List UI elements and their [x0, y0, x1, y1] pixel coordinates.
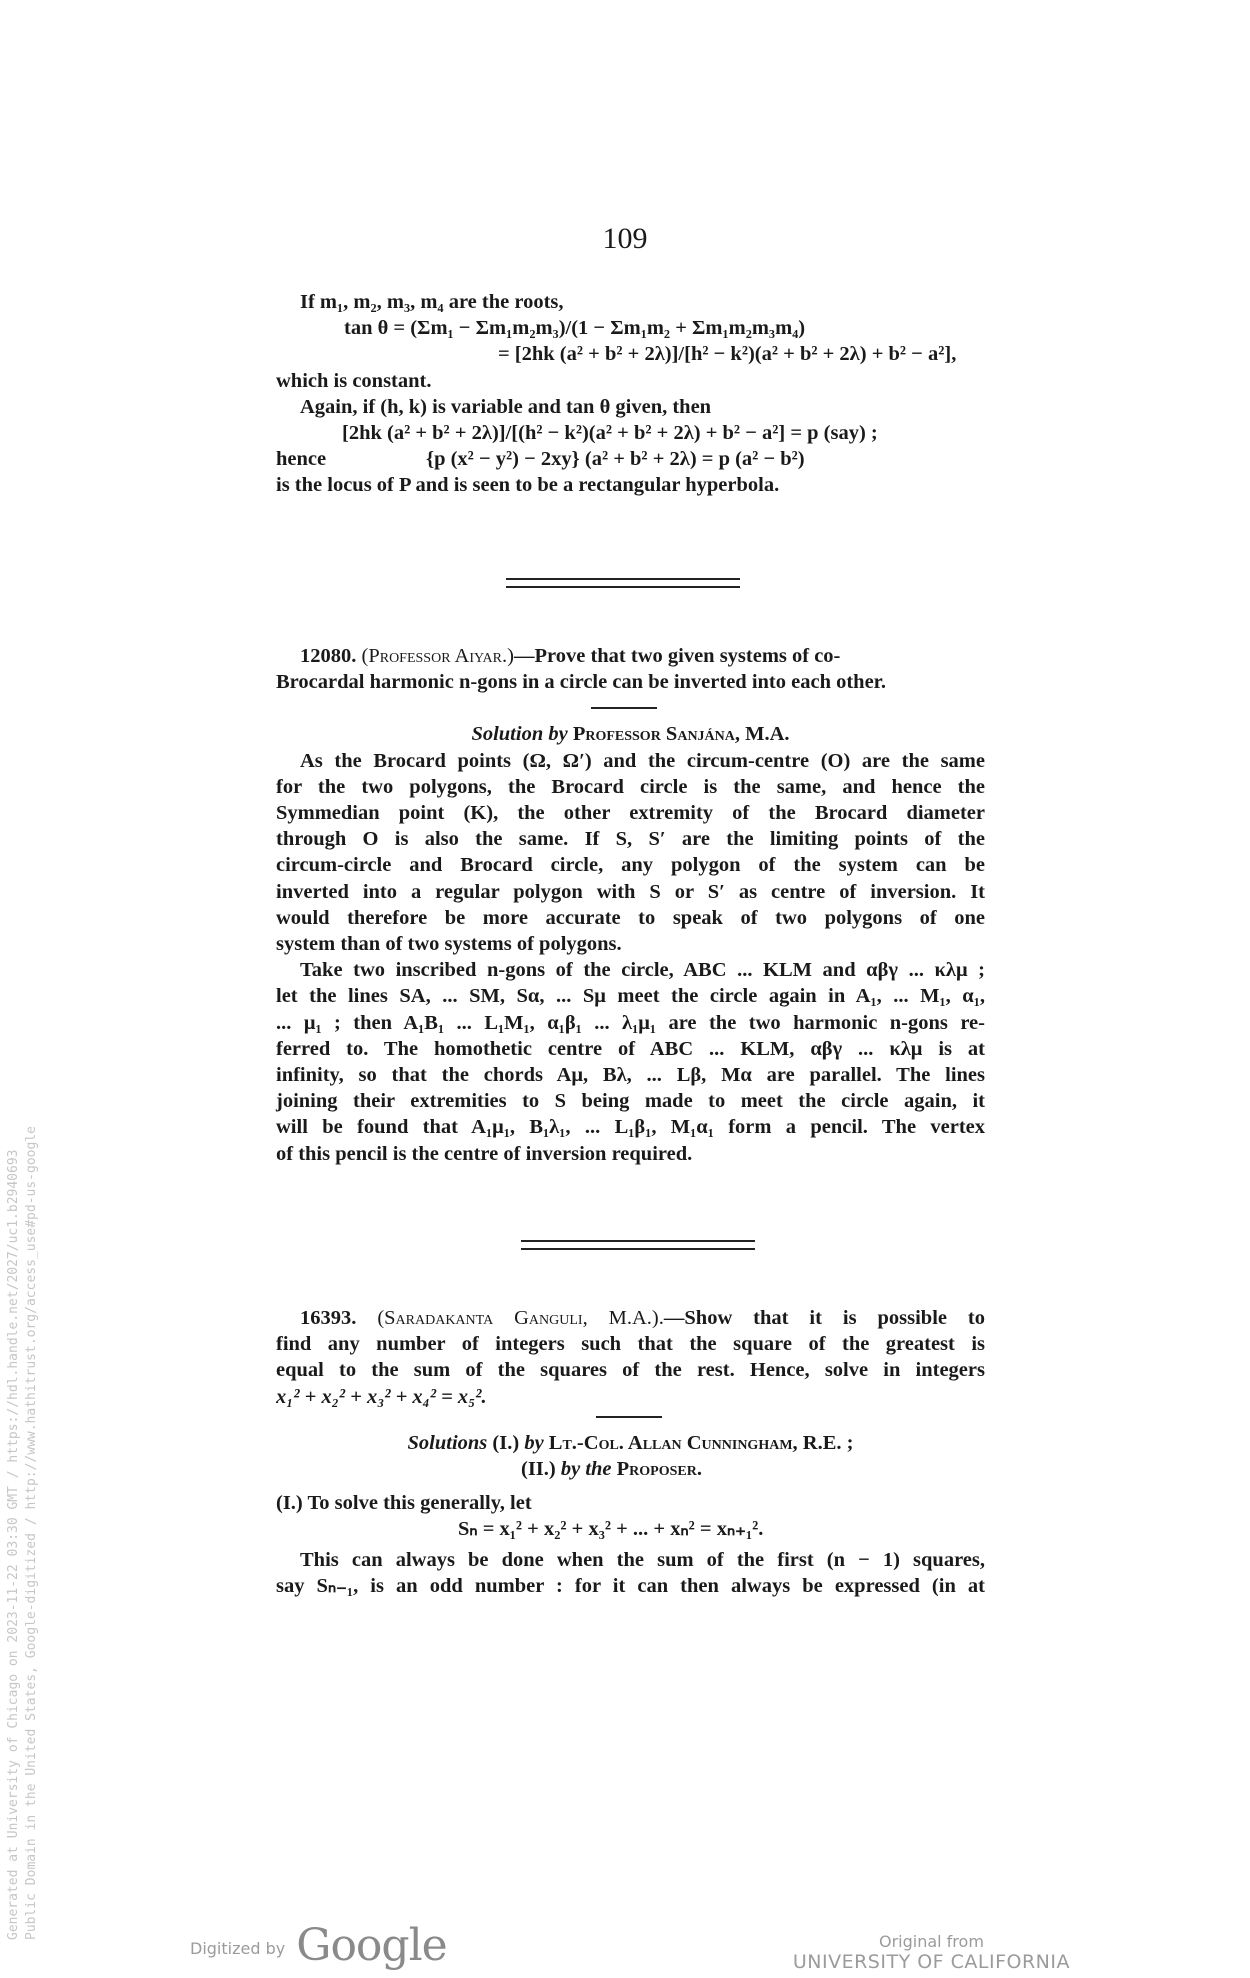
body-line: ferred to. The homothetic centre of ABC ... KLM, αβγ ... κλμ is at [276, 1037, 985, 1060]
solution-by-label: Solution by [471, 723, 568, 746]
body-line: let the lines SA, ... SM, Sα, ... Sμ meet the circle again in A₁, ... M₁, α₁, [276, 985, 985, 1008]
body-line: say Sₙ₋₁, is an odd number : for it can then always be expressed (in at [276, 1574, 985, 1597]
short-rule [591, 707, 657, 709]
digitized-by-label: Digitized by [190, 1939, 286, 1958]
body-line: system than of two systems of polygons. [276, 933, 622, 956]
question-author: (Saradakanta Ganguli, M.A.). [377, 1307, 664, 1329]
university-label: UNIVERSITY OF CALIFORNIA [792, 1951, 1070, 1973]
original-from [793, 1932, 1070, 1973]
text-line: which is constant. [276, 369, 432, 392]
digitized-by-google [190, 1920, 447, 1971]
question-number: 16393. [300, 1307, 357, 1329]
solutions-heading-1 [276, 1430, 985, 1456]
body-line: joining their extremities to S being made to meet the circle again, it [276, 1090, 985, 1113]
section-1 [276, 289, 985, 499]
body-line: will be found that A₁μ₁, B₁λ₁, ... L₁β₁, M₁α₁ form a pencil. The vertex [276, 1116, 985, 1139]
page-number: 109 [602, 222, 648, 255]
body-line: circum-circle and Brocard circle, any polygon of the system can be [276, 854, 985, 877]
solution-author: Lt.-Col. Allan Cunningham, R.E. ; [548, 1431, 854, 1454]
body-line: through O is also the same. If S, S′ are the limiting points of the [276, 828, 985, 851]
equation-line: tan θ = (Σm₁ − Σm₁m₂m₃)/(1 − Σm₁m₂ + Σm₁m₂m₃m₄) [344, 317, 806, 340]
question-text: —Prove that two given systems of co- [513, 645, 841, 667]
hathitrust-watermark [0, 980, 44, 1970]
equation-line: [2hk (a² + b² + 2λ)]/[(h² − k²)(a² + b² + 2λ) + b² − a²] = p (say) ; [342, 422, 878, 445]
solution-heading [276, 721, 985, 747]
body-line: inverted into a regular polygon with S or S′ as centre of inversion. It [276, 880, 985, 903]
short-rule [596, 1416, 662, 1418]
original-from-label: Original from [878, 1932, 984, 1951]
text-line: If m₁, m₂, m₃, m₄ are the roots, [300, 291, 564, 313]
question-line: equal to the sum of the squares of the rest. Hence, solve in integers [276, 1359, 985, 1382]
section-divider [521, 1240, 755, 1250]
question-equation: x₁² + x₂² + x₃² + x₄² = x₅². [276, 1385, 487, 1408]
equation-line: = [2hk (a² + b² + 2λ)]/[h² − k²)(a² + b² + 2λ) + b² − a²], [498, 343, 957, 366]
solutions-heading-2 [276, 1456, 985, 1482]
body-line: of this pencil is the centre of inversion required. [276, 1142, 693, 1165]
question-line: Brocardal harmonic n-gons in a circle can be inverted into each other. [276, 671, 887, 694]
google-logo: Google [296, 1920, 447, 1971]
section-divider [506, 578, 740, 588]
by-the-label: by the [560, 1458, 612, 1481]
question-number: 12080. [300, 645, 357, 667]
body-line: Take two inscribed n-gons of the circle, ABC ... KLM and αβγ ... κλμ ; [300, 959, 985, 982]
question-line [276, 1305, 985, 1331]
question-text: —Show that it is possible to [663, 1307, 985, 1329]
hence-line [276, 446, 985, 472]
question-line [276, 643, 985, 669]
body-line: would therefore be more accurate to speak of two polygons of one [276, 906, 985, 929]
question-author: (Professor Aiyar.) [361, 645, 514, 667]
body-line: Symmedian point (K), the other extremity of the Brocard diameter [276, 802, 985, 825]
section-3 [276, 1305, 985, 1599]
solutions-label: Solutions [407, 1431, 488, 1454]
body-line: This can always be done when the sum of the first (n − 1) squares, [300, 1548, 985, 1571]
hence-label: hence [276, 448, 327, 471]
body-line: infinity, so that the chords Aμ, Bλ, ... Lβ, Mα are parallel. The lines [276, 1064, 985, 1087]
solution-author: Professor Sanjána, M.A. [572, 723, 790, 746]
question-line: find any number of integers such that the square of the greatest is [276, 1333, 985, 1356]
watermark-line: Generated at University of Chicago on 2023-11-22 03:30 GMT / https://hdl.handle.net/2027/uc1.b2940693 [6, 1149, 21, 1940]
body-line: for the two polygons, the Brocard circle is the same, and hence the [276, 775, 985, 798]
by-label: by [524, 1431, 544, 1454]
solution-numeral: (I.) [492, 1431, 520, 1454]
body-line: ... μ₁ ; then A₁B₁ ... L₁M₁, α₁β₁ ... λ₁μ₁ are the two harmonic n-gons re- [276, 1011, 985, 1034]
text-line: is the locus of P and is seen to be a rectangular hyperbola. [276, 474, 780, 497]
equation: {p (x² − y²) − 2xy} (a² + b² + 2λ) = p (a² − b²) [426, 448, 805, 471]
section-2 [276, 643, 985, 1167]
solution-numeral: (II.) [521, 1458, 556, 1481]
equation-line: Sₙ = x₁² + x₂² + x₃² + ... + xₙ² = xₙ₊₁². [458, 1518, 764, 1541]
watermark-line: Public Domain in the United States, Google-digitized / http://www.hathitrust.org/access_use#pd-us-google [24, 1126, 39, 1940]
text-line: Again, if (h, k) is variable and tan θ given, then [300, 395, 712, 418]
solution-author: Proposer. [616, 1458, 702, 1481]
body-line: As the Brocard points (Ω, Ω′) and the circum-centre (O) are the same [300, 749, 985, 772]
body-line: (I.) To solve this generally, let [276, 1492, 532, 1515]
